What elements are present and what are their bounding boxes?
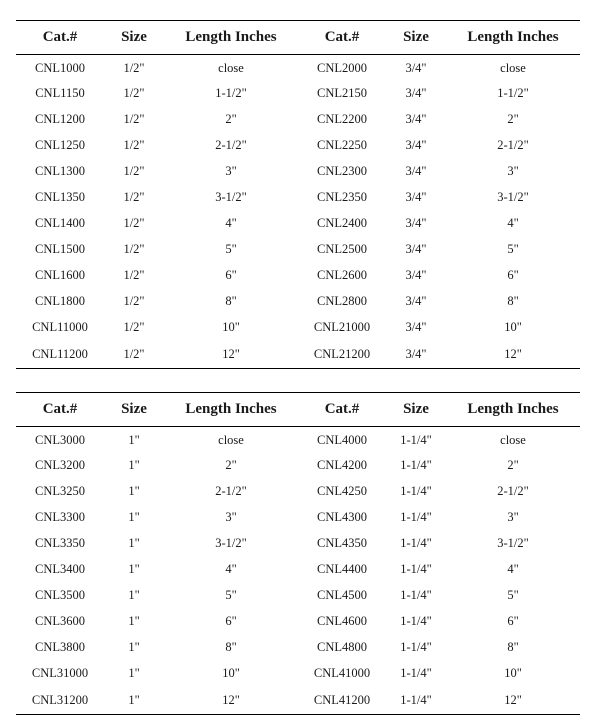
cell-cat-number: CNL2250 [317, 138, 367, 152]
cell-length: 1-1/2" [497, 86, 529, 100]
cell-cat-number: CNL3250 [35, 484, 85, 498]
cell-size: 1" [128, 562, 140, 576]
cell-length: 3-1/2" [215, 536, 247, 550]
table-body [16, 427, 580, 715]
cell-cat-number: CNL41000 [313, 666, 371, 680]
cell-size: 1/2" [123, 320, 145, 334]
cell-length: 3-1/2" [497, 536, 529, 550]
cell-length: 3-1/2" [215, 190, 247, 204]
cell-size: 1-1/4" [400, 588, 432, 602]
cell-cat-number: CNL1600 [35, 268, 85, 282]
cell-size: 1/2" [123, 164, 145, 178]
cell-length: 8" [507, 640, 519, 654]
cell-size: 1/2" [123, 268, 145, 282]
cell-size: 1" [128, 536, 140, 550]
table-row [16, 159, 580, 185]
header-cat-number: Cat.# [298, 21, 386, 55]
cell-size: 1" [128, 614, 140, 628]
cell-cat-number: CNL4300 [317, 510, 367, 524]
table-row [16, 687, 580, 715]
cell-length: 2-1/2" [215, 484, 247, 498]
table-row [16, 479, 580, 505]
cell-length: 2-1/2" [497, 138, 529, 152]
cell-size: 3/4" [405, 320, 427, 334]
table-row [16, 211, 580, 237]
cell-length: 6" [225, 614, 237, 628]
cell-length: 3-1/2" [497, 190, 529, 204]
cell-length: 2" [507, 112, 519, 126]
cell-length: 3" [507, 510, 519, 524]
cell-length: 12" [446, 341, 580, 369]
table-row [16, 289, 580, 315]
cell-cat-number: CNL1500 [35, 242, 85, 256]
cell-cat-number: CNL2400 [317, 216, 367, 230]
cell-size: 1/2" [123, 190, 145, 204]
cell-size: 1" [104, 687, 164, 715]
cell-length: close [218, 433, 244, 448]
cell-length: 6" [507, 268, 519, 282]
header-cat-number: Cat.# [16, 21, 104, 55]
header-length-inches: Length Inches [446, 21, 580, 55]
cell-cat-number: CNL2600 [317, 268, 367, 282]
spec-table-one-one-quarter [16, 392, 580, 715]
table-row [16, 453, 580, 479]
spec-table-half-three-quarter [16, 20, 580, 369]
header-size: Size [104, 21, 164, 55]
cell-cat-number: CNL21200 [298, 341, 386, 369]
cell-cat-number: CNL3500 [35, 588, 85, 602]
cell-cat-number: CNL11200 [16, 341, 104, 369]
cell-cat-number: CNL3600 [35, 614, 85, 628]
cell-length: 2-1/2" [497, 484, 529, 498]
cell-length: close [500, 61, 526, 76]
table-row [16, 635, 580, 661]
cell-cat-number: CNL31000 [31, 666, 89, 680]
header-row [16, 393, 580, 427]
cell-size: 3/4" [405, 112, 427, 126]
cell-length: 10" [504, 666, 522, 680]
cell-size: 1/2" [123, 61, 145, 76]
table-row [16, 427, 580, 453]
cell-size: 3/4" [405, 138, 427, 152]
cell-length: 1-1/2" [215, 86, 247, 100]
cell-length: 4" [225, 216, 237, 230]
cell-cat-number: CNL1350 [35, 190, 85, 204]
cell-length: 8" [507, 294, 519, 308]
cell-length: 3" [507, 164, 519, 178]
cell-cat-number: CNL3800 [35, 640, 85, 654]
cell-size: 1-1/4" [400, 458, 432, 472]
header-row [16, 21, 580, 55]
cell-cat-number: CNL4400 [317, 562, 367, 576]
cell-cat-number: CNL4000 [317, 433, 367, 448]
cell-cat-number: CNL2300 [317, 164, 367, 178]
cell-length: 2" [225, 112, 237, 126]
cell-size: 1" [128, 458, 140, 472]
table-row [16, 583, 580, 609]
cell-cat-number: CNL2150 [317, 86, 367, 100]
cell-size: 1" [128, 484, 140, 498]
cell-length: close [218, 61, 244, 76]
cell-size: 3/4" [405, 216, 427, 230]
cell-size: 1-1/4" [400, 640, 432, 654]
cell-length: 5" [225, 242, 237, 256]
header-length-inches: Length Inches [446, 393, 580, 427]
cell-cat-number: CNL11000 [32, 320, 88, 334]
table-row [16, 237, 580, 263]
header-length-inches: Length Inches [164, 21, 298, 55]
cell-cat-number: CNL2800 [317, 294, 367, 308]
cell-size: 3/4" [386, 341, 446, 369]
cell-length: 5" [507, 242, 519, 256]
cell-cat-number: CNL41200 [298, 687, 386, 715]
cell-length: 3" [225, 510, 237, 524]
cell-cat-number: CNL2500 [317, 242, 367, 256]
cell-cat-number: CNL4500 [317, 588, 367, 602]
header-size: Size [386, 393, 446, 427]
cell-cat-number: CNL3400 [35, 562, 85, 576]
cell-length: close [500, 433, 526, 448]
cell-cat-number: CNL4250 [317, 484, 367, 498]
cell-size: 3/4" [405, 86, 427, 100]
header-size: Size [104, 393, 164, 427]
cell-length: 8" [225, 640, 237, 654]
cell-cat-number: CNL2200 [317, 112, 367, 126]
cell-size: 1/2" [123, 216, 145, 230]
cell-size: 1" [128, 510, 140, 524]
cell-length: 2" [507, 458, 519, 472]
cell-length: 4" [507, 562, 519, 576]
cell-cat-number: CNL1000 [35, 61, 85, 76]
cell-cat-number: CNL2000 [317, 61, 367, 76]
cell-length: 3" [225, 164, 237, 178]
cell-size: 1" [128, 666, 140, 680]
cell-size: 1" [128, 588, 140, 602]
cell-size: 1-1/4" [386, 687, 446, 715]
cell-size: 1-1/4" [400, 510, 432, 524]
table-row [16, 661, 580, 687]
cell-size: 1/2" [123, 86, 145, 100]
cell-cat-number: CNL1800 [35, 294, 85, 308]
header-size: Size [386, 21, 446, 55]
cell-cat-number: CNL4200 [317, 458, 367, 472]
table-row [16, 185, 580, 211]
table-row [16, 81, 580, 107]
cell-size: 1" [128, 640, 140, 654]
table-row [16, 531, 580, 557]
cell-length: 12" [446, 687, 580, 715]
table-row [16, 315, 580, 341]
cell-cat-number: CNL21000 [313, 320, 371, 334]
table-row [16, 341, 580, 369]
table-row [16, 557, 580, 583]
cell-length: 6" [225, 268, 237, 282]
cell-size: 1/2" [123, 242, 145, 256]
table-row [16, 55, 580, 81]
cell-length: 10" [222, 666, 240, 680]
cell-length: 8" [225, 294, 237, 308]
header-cat-number: Cat.# [298, 393, 386, 427]
cell-size: 1/2" [123, 138, 145, 152]
table-header [16, 21, 580, 55]
table-row [16, 133, 580, 159]
table-row [16, 263, 580, 289]
cell-size: 3/4" [405, 242, 427, 256]
cell-cat-number: CNL3000 [35, 433, 85, 448]
cell-cat-number: CNL1300 [35, 164, 85, 178]
header-length-inches: Length Inches [164, 393, 298, 427]
cell-cat-number: CNL1400 [35, 216, 85, 230]
table-row [16, 505, 580, 531]
cell-size: 1" [128, 433, 140, 448]
cell-length: 12" [164, 341, 298, 369]
cell-length: 4" [507, 216, 519, 230]
table-row [16, 107, 580, 133]
cell-size: 1-1/4" [400, 666, 432, 680]
cell-size: 1/2" [123, 294, 145, 308]
cell-size: 1-1/4" [400, 536, 432, 550]
table-body [16, 55, 580, 369]
cell-size: 3/4" [405, 190, 427, 204]
cell-length: 5" [507, 588, 519, 602]
cell-size: 3/4" [405, 268, 427, 282]
cell-size: 3/4" [405, 294, 427, 308]
cell-cat-number: CNL1200 [35, 112, 85, 126]
cell-length: 2" [225, 458, 237, 472]
cell-length: 10" [222, 320, 240, 334]
cell-size: 3/4" [405, 61, 427, 76]
cell-length: 12" [164, 687, 298, 715]
cell-cat-number: CNL31200 [16, 687, 104, 715]
cell-size: 1/2" [123, 112, 145, 126]
cell-length: 5" [225, 588, 237, 602]
cell-cat-number: CNL1150 [35, 86, 85, 100]
cell-size: 1-1/4" [400, 484, 432, 498]
cell-cat-number: CNL4350 [317, 536, 367, 550]
table-header [16, 393, 580, 427]
cell-cat-number: CNL4600 [317, 614, 367, 628]
cell-size: 1/2" [104, 341, 164, 369]
cell-size: 3/4" [405, 164, 427, 178]
cell-length: 2-1/2" [215, 138, 247, 152]
cell-size: 1-1/4" [400, 433, 432, 448]
header-cat-number: Cat.# [16, 393, 104, 427]
cell-length: 10" [504, 320, 522, 334]
cell-size: 1-1/4" [400, 614, 432, 628]
cell-length: 6" [507, 614, 519, 628]
cell-cat-number: CNL1250 [35, 138, 85, 152]
cell-length: 4" [225, 562, 237, 576]
table-row [16, 609, 580, 635]
cell-cat-number: CNL3350 [35, 536, 85, 550]
cell-cat-number: CNL3300 [35, 510, 85, 524]
cell-cat-number: CNL3200 [35, 458, 85, 472]
cell-cat-number: CNL2350 [317, 190, 367, 204]
cell-size: 1-1/4" [400, 562, 432, 576]
cell-cat-number: CNL4800 [317, 640, 367, 654]
